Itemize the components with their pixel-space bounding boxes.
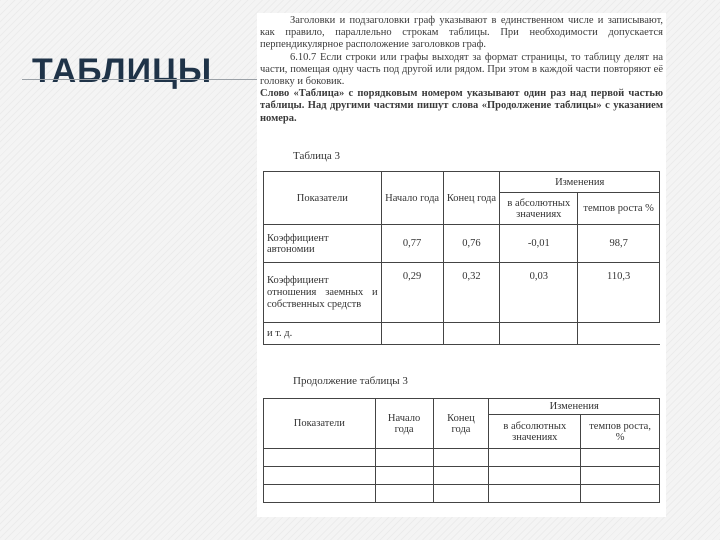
table2-header-end: Конец года — [433, 399, 489, 449]
table2-header-absolute: в абсолютных значениях — [489, 415, 581, 449]
table1 — [263, 171, 660, 345]
table2-empty-cell — [264, 449, 376, 467]
table1-row1-start: 0,77 — [381, 225, 443, 263]
table2-empty-cell — [264, 485, 376, 503]
table1-row2-name: Коэффициент отношения заемных и собственных средств — [264, 263, 382, 323]
table2-header-growth: темпов роста, % — [581, 415, 660, 449]
title-underline — [22, 79, 260, 80]
table1-row2-start: 0,29 — [381, 263, 443, 323]
table1-empty-cell — [381, 323, 443, 345]
table2-empty-cell — [433, 449, 489, 467]
table2-empty-cell — [581, 467, 660, 485]
table-row — [264, 225, 660, 263]
table2-empty-cell — [489, 485, 581, 503]
table-row — [264, 449, 660, 467]
table1-etc: и т. д. — [264, 323, 382, 345]
table1-header-start: Начало года — [381, 172, 443, 225]
document-scan — [257, 13, 666, 517]
table-row — [264, 467, 660, 485]
table1-row2-end: 0,32 — [443, 263, 500, 323]
table1-header-absolute: в абсолютных значениях — [500, 193, 578, 225]
table1-row1-name: Коэффициент автономии — [264, 225, 382, 263]
table1-empty-cell — [578, 323, 660, 345]
table2-header-indicators: Показатели — [264, 399, 376, 449]
table2-empty-cell — [375, 449, 433, 467]
table1-caption: Таблица 3 — [293, 150, 341, 162]
slide-title: ТАБЛИЦЫ — [32, 52, 213, 90]
table2-empty-cell — [489, 467, 581, 485]
paragraph-headers: Заголовки и подзаголовки граф указывают в единственном числе и записывают, как правило, параллельно строкам таблицы. При необходимости допускается перпендикулярное расположение заголовков граф. — [260, 15, 663, 51]
paragraph-table-word: Слово «Таблица» с порядковым номером указывают один раз над первой частью таблицы. Над другими частями пишут слова «Продолжение таблицы» с указанием номера. — [260, 88, 663, 124]
table-row — [264, 323, 660, 345]
table-row — [264, 485, 660, 503]
table1-row1-absolute: -0,01 — [500, 225, 578, 263]
table1-header-growth: темпов роста % — [578, 193, 660, 225]
table2-empty-cell — [489, 449, 581, 467]
table2-caption: Продолжение таблицы 3 — [293, 375, 408, 387]
table1-empty-cell — [443, 323, 500, 345]
table2-header-changes: Изменения — [489, 399, 660, 415]
table2-empty-cell — [264, 467, 376, 485]
table2-empty-cell — [581, 485, 660, 503]
table2 — [263, 398, 660, 503]
table2-empty-cell — [581, 449, 660, 467]
body-text — [260, 15, 663, 125]
table1-header-changes: Изменения — [500, 172, 660, 193]
table1-header-end: Конец года — [443, 172, 500, 225]
table2-empty-cell — [433, 467, 489, 485]
paragraph-split-table: 6.10.7 Если строки или графы выходят за формат страницы, то таблицу делят на части, помещая одну часть под другой или рядом. При этом в каждой части повторяют её головку и боковик. — [260, 51, 663, 88]
table1-row1-end: 0,76 — [443, 225, 500, 263]
table1-row1-growth: 98,7 — [578, 225, 660, 263]
table1-header-indicators: Показатели — [264, 172, 382, 225]
table1-row2-absolute: 0,03 — [500, 263, 578, 323]
table2-empty-cell — [433, 485, 489, 503]
table2-empty-cell — [375, 485, 433, 503]
table1-row2-growth: 110,3 — [578, 263, 660, 323]
table2-header-start: Начало года — [375, 399, 433, 449]
table1-empty-cell — [500, 323, 578, 345]
table2-empty-cell — [375, 467, 433, 485]
table-row — [264, 263, 660, 323]
